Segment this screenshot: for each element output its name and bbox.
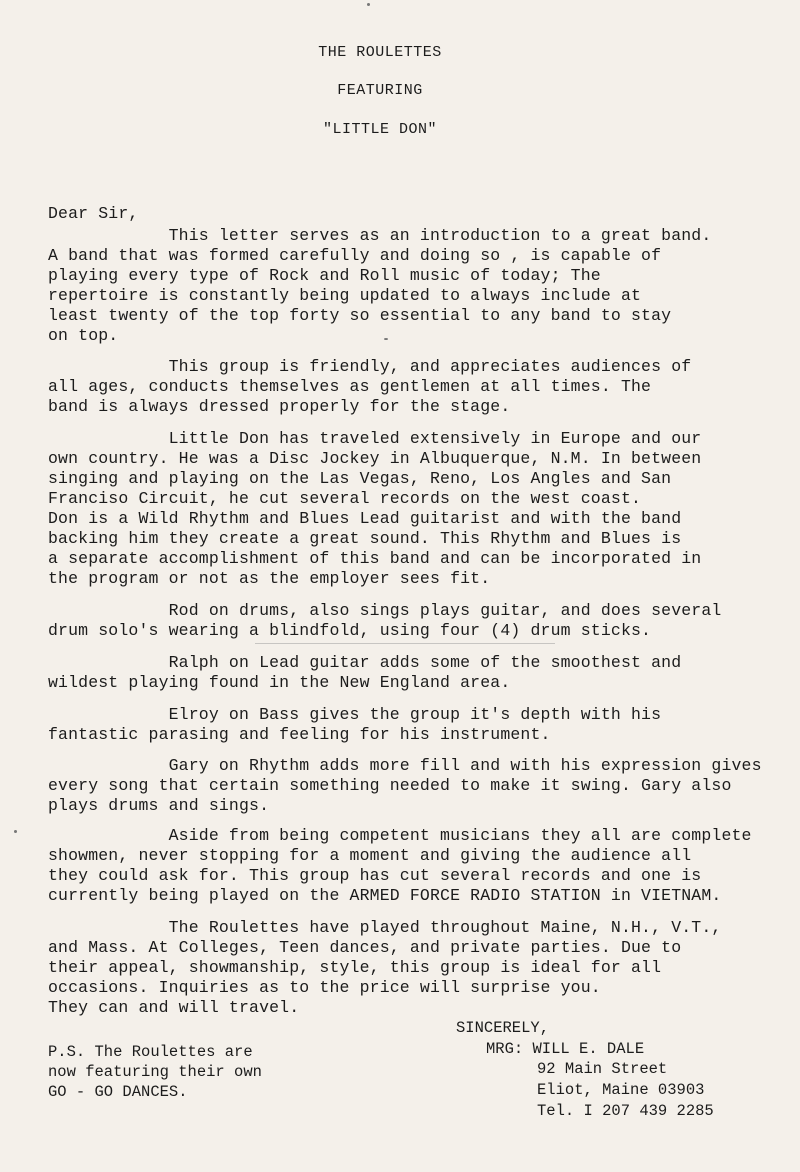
text-line: currently being played on the ARMED FORCE RADIO STATION in VIETNAM. <box>48 886 722 905</box>
text-line: and Mass. At Colleges, Teen dances, and private parties. Due to <box>48 938 682 957</box>
text-line: the program or not as the employer sees fit. <box>48 569 491 588</box>
text-line: fantastic parasing and feeling for his instrument. <box>48 725 551 744</box>
band-name-heading: THE ROULETTES <box>318 44 442 61</box>
text-line: own country. He was a Disc Jockey in Albuquerque, N.M. In between <box>48 449 702 468</box>
text-line: drum solo's wearing a blindfold, using four (4) drum sticks. <box>48 621 652 640</box>
text-line: on top. <box>48 326 119 345</box>
text-line: Rod on drums, also sings plays guitar, and does several <box>48 601 722 620</box>
phone-number: Tel. I 207 439 2285 <box>537 1102 714 1120</box>
paper-speck <box>367 3 370 6</box>
text-line: their appeal, showmanship, style, this group is ideal for all <box>48 958 662 977</box>
text-line: showmen, never stopping for a moment and giving the audience all <box>48 846 692 865</box>
text-line: They can and will travel. <box>48 998 300 1017</box>
paper-speck <box>384 338 388 340</box>
postscript-line: now featuring their own <box>48 1063 262 1081</box>
text-line: Elroy on Bass gives the group it's depth with his <box>48 705 662 724</box>
postscript-line: P.S. The Roulettes are <box>48 1043 253 1061</box>
text-line: Ralph on Lead guitar adds some of the smoothest and <box>48 653 682 672</box>
text-line: they could ask for. This group has cut several records and one is <box>48 866 702 885</box>
text-line: A band that was formed carefully and doing so , is capable of <box>48 246 662 265</box>
salutation: Dear Sir, <box>48 204 139 223</box>
text-line: least twenty of the top forty so essential to any band to stay <box>48 306 672 325</box>
text-line: This group is friendly, and appreciates audiences of <box>48 357 692 376</box>
text-line: a separate accomplishment of this band and can be incorporated in <box>48 549 702 568</box>
text-line: every song that certain something needed to make it swing. Gary also <box>48 776 732 795</box>
text-line: Franciso Circuit, he cut several records on the west coast. <box>48 489 642 508</box>
text-line: wildest playing found in the New England area. <box>48 673 511 692</box>
text-line: Don is a Wild Rhythm and Blues Lead guitarist and with the band <box>48 509 682 528</box>
text-line: singing and playing on the Las Vegas, Reno, Los Angles and San <box>48 469 672 488</box>
manager-name: MRG: WILL E. DALE <box>486 1040 645 1058</box>
text-line: Gary on Rhythm adds more fill and with his expression gives <box>48 756 762 775</box>
text-line: playing every type of Rock and Roll music of today; The <box>48 266 601 285</box>
postscript-line: GO - GO DANCES. <box>48 1083 188 1101</box>
text-line: backing him they create a great sound. This Rhythm and Blues is <box>48 529 682 548</box>
text-line: band is always dressed properly for the stage. <box>48 397 511 416</box>
city-address: Eliot, Maine 03903 <box>537 1081 705 1099</box>
text-line: Little Don has traveled extensively in Europe and our <box>48 429 702 448</box>
text-line: This letter serves as an introduction to a great band. <box>48 226 712 245</box>
text-line: plays drums and sings. <box>48 796 270 815</box>
faint-stray-mark <box>255 643 555 644</box>
text-line: Aside from being competent musicians they all are complete <box>48 826 752 845</box>
paper-speck <box>14 830 17 833</box>
featuring-heading: FEATURING <box>337 82 423 99</box>
text-line: The Roulettes have played throughout Maine, N.H., V.T., <box>48 918 722 937</box>
text-line: all ages, conducts themselves as gentlemen at all times. The <box>48 377 652 396</box>
street-address: 92 Main Street <box>537 1060 668 1078</box>
closing: SINCERELY, <box>456 1019 550 1037</box>
featured-artist-heading: "LITTLE DON" <box>322 121 438 138</box>
text-line: repertoire is constantly being updated to always include at <box>48 286 642 305</box>
text-line: occasions. Inquiries as to the price will surprise you. <box>48 978 601 997</box>
